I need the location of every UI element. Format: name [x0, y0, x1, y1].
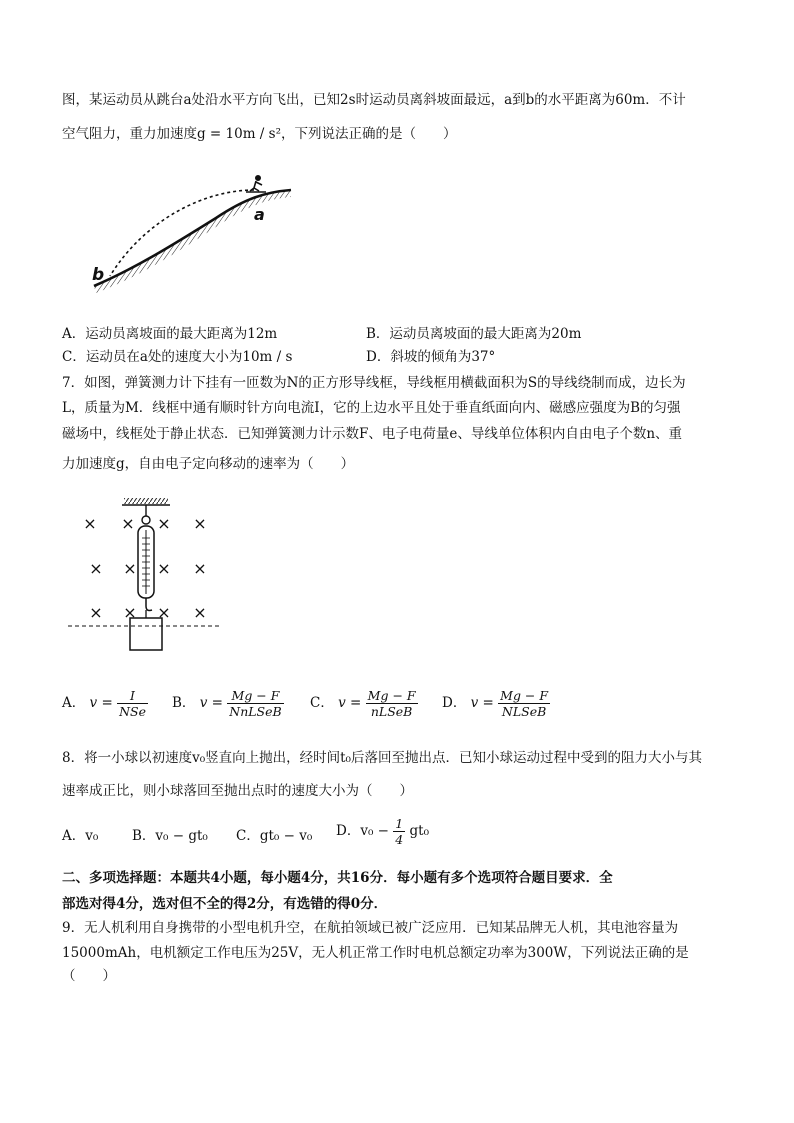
- fraction: [393, 816, 405, 847]
- fraction-denominator: NLSeB: [501, 704, 547, 719]
- trajectory-dashed: [110, 190, 254, 276]
- q7-stem-line1: 7．如图，弹簧测力计下挂有一匝数为N的正方形导线框，导线框用横截面积为S的导线绕制而成，边长为: [62, 375, 686, 391]
- q6-option-a[interactable]: A．运动员离坡面的最大距离为12m: [62, 326, 278, 342]
- fraction-denominator: nLSeB: [370, 704, 413, 719]
- velocity-symbol: v =: [470, 695, 494, 711]
- spring-balance-body: [138, 526, 154, 598]
- q8-option-b[interactable]: B．v₀ − gt₀: [132, 828, 208, 844]
- ski-slope-figure: [86, 168, 296, 300]
- fraction-numerator: 1: [395, 816, 404, 831]
- q8-option-a[interactable]: A．v₀: [62, 828, 99, 844]
- q7-option-b[interactable]: [172, 688, 284, 719]
- fraction-numerator: Mg − F: [500, 688, 549, 703]
- q7-option-d[interactable]: [442, 688, 550, 719]
- skier-icon: [246, 175, 266, 192]
- option-label: A．: [62, 695, 86, 711]
- q7-option-a[interactable]: [62, 688, 148, 719]
- velocity-symbol: v =: [338, 695, 362, 711]
- fraction: [498, 688, 550, 719]
- q8-option-d[interactable]: [336, 816, 429, 847]
- q8-stem-line1: 8．将一小球以初速度v₀竖直向上抛出，经时间t₀后落回至抛出点．已知小球运动过程中受到的阻力大小与其: [62, 750, 702, 766]
- field-mark: ×: [193, 559, 207, 578]
- option-label: D．: [442, 695, 467, 711]
- velocity-symbol: v =: [89, 695, 113, 711]
- field-mark: ×: [123, 603, 137, 622]
- spring-balance-figure: [66, 496, 226, 656]
- q7-option-c[interactable]: [310, 688, 418, 719]
- field-mark: ×: [157, 603, 171, 622]
- coil-frame: [130, 618, 162, 650]
- q9-stem-line3: （ ）: [62, 968, 116, 984]
- q6-stem-line1: 图，某运动员从跳台a处沿水平方向飞出，已知2s时运动员离斜坡面最远，a到b的水平距离为60m．不计: [62, 92, 686, 108]
- field-mark: ×: [123, 559, 137, 578]
- q9-stem-line1: 9．无人机利用自身携带的小型电机升空，在航拍领域已被广泛应用．已知某品牌无人机，其电池容量为: [62, 920, 679, 936]
- fraction: [366, 688, 418, 719]
- option-label: B．: [172, 695, 196, 711]
- hook: [146, 598, 152, 611]
- q7-stem-line3: 磁场中，线框处于静止状态．已知弹簧测力计示数F、电子电荷量e、导线单位体积内自由电子个数n、重: [62, 426, 683, 442]
- field-mark: ×: [193, 514, 207, 533]
- q6-stem-line2: 空气阻力，重力加速度g = 10m / s²，下列说法正确的是（ ）: [62, 126, 457, 142]
- fraction: [227, 688, 283, 719]
- field-mark: ×: [193, 603, 207, 622]
- section2-heading-line2: 部选对得4分，选对但不全的得2分，有选错的得0分．: [62, 896, 388, 912]
- fraction-numerator: Mg − F: [227, 688, 283, 704]
- field-mark: ×: [121, 514, 135, 533]
- q7-stem-line4: 力加速度g，自由电子定向移动的速率为（ ）: [62, 456, 355, 472]
- q8-stem-line2: 速率成正比，则小球落回至抛出点时的速度大小为（ ）: [62, 783, 413, 799]
- point-b-label: b: [92, 265, 105, 285]
- option-text: gt₀: [409, 823, 429, 839]
- point-a-label: a: [254, 205, 265, 224]
- field-mark: ×: [89, 559, 103, 578]
- fraction-numerator: I: [117, 688, 148, 704]
- fraction-numerator: Mg − F: [367, 688, 416, 703]
- field-mark: ×: [157, 514, 171, 533]
- field-mark: ×: [83, 514, 97, 533]
- fraction-denominator: 4: [395, 832, 404, 847]
- fraction-denominator: NSe: [119, 704, 146, 719]
- fraction: [117, 688, 148, 719]
- option-label: C．: [310, 695, 334, 711]
- q6-option-d[interactable]: D．斜坡的倾角为37°: [366, 349, 496, 365]
- q6-option-c[interactable]: C．运动员在a处的速度大小为10m / s: [62, 349, 293, 365]
- fraction-denominator: NnLSeB: [229, 704, 282, 719]
- section2-heading-line1: 二、多项选择题：本题共4小题，每小题4分，共16分．每小题有多个选项符合题目要求．全: [62, 870, 613, 886]
- q9-stem-line2: 15000mAh，电机额定工作电压为25V，无人机正常工作时电机总额定功率为300W，下列说法正确的是: [62, 945, 689, 961]
- ceiling-hatch: [124, 498, 168, 504]
- field-mark: ×: [157, 559, 171, 578]
- field-mark: ×: [89, 603, 103, 622]
- hanger-ring: [142, 516, 150, 524]
- velocity-symbol: v =: [199, 695, 223, 711]
- q7-stem-line2: L，质量为M．线框中通有顺时针方向电流I，它的上边水平且处于垂直纸面向内、磁感应强度为B的匀强: [62, 400, 681, 416]
- q6-option-b[interactable]: B．运动员离坡面的最大距离为20m: [366, 326, 582, 342]
- q8-option-c[interactable]: C．gt₀ − v₀: [236, 828, 313, 844]
- option-text: D．v₀ −: [336, 823, 389, 839]
